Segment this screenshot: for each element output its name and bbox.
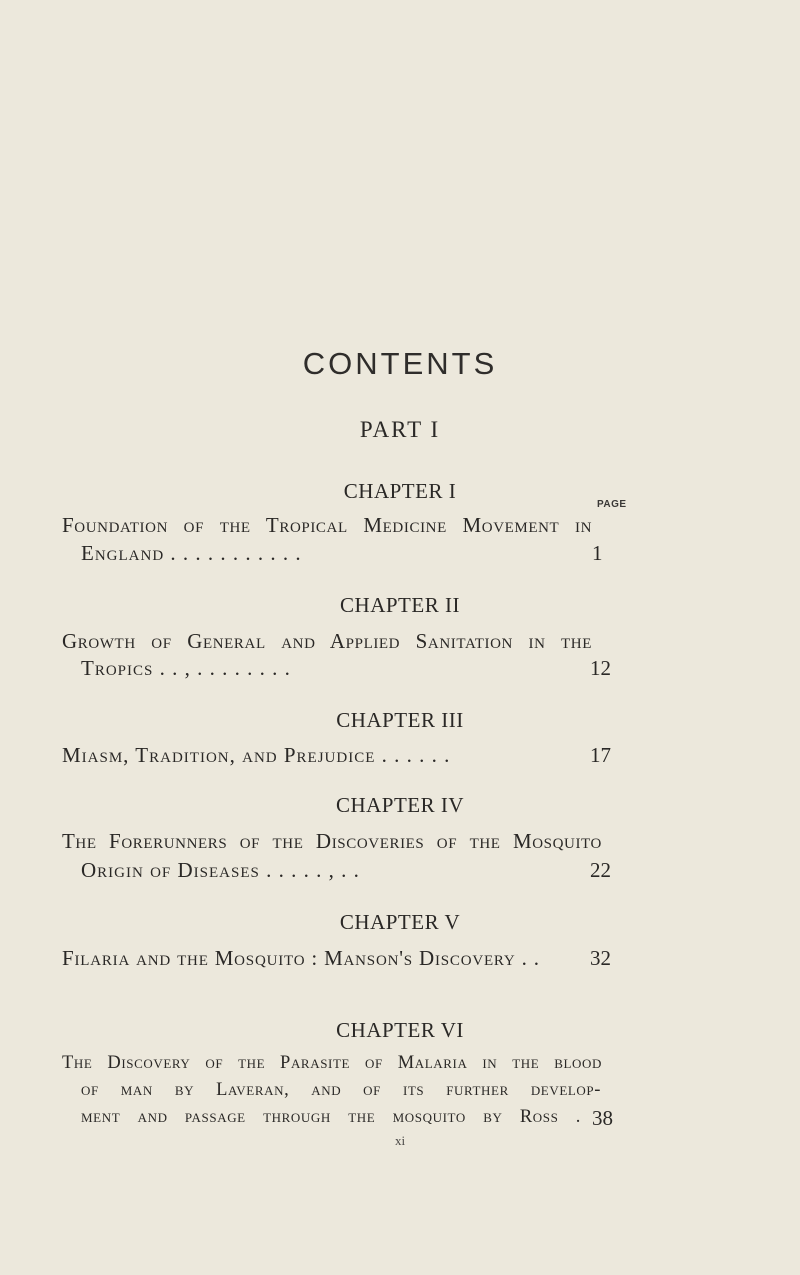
chapter-3-title-line-1: Miasm, Tradition, and Prejudice . . . . . .	[62, 743, 451, 767]
chapter-6-title-line-2: of man by Laveran, and of its further develop-	[81, 1080, 601, 1100]
chapter-3-heading: CHAPTER III	[336, 708, 464, 732]
chapter-4-page: 22	[590, 858, 611, 882]
chapter-6-page: 38	[592, 1106, 613, 1130]
chapter-2-title-line-2: Tropics . . , . . . . . . . .	[81, 656, 291, 680]
chapter-5-heading: CHAPTER V	[339, 910, 461, 934]
chapter-1-heading: CHAPTER I	[343, 479, 457, 503]
chapter-1-page: 1	[592, 541, 603, 565]
chapter-2-page: 12	[590, 656, 611, 680]
chapter-4-title-line-1: The Forerunners of the Discoveries of the Mosquito	[62, 829, 602, 853]
chapter-1-title-line-2: England . . . . . . . . . . .	[81, 541, 302, 565]
page-column-label: PAGE	[597, 499, 627, 510]
chapter-4-heading: CHAPTER IV	[335, 793, 465, 817]
chapter-6-title-line-1: The Discovery of the Parasite of Malaria in the blood	[62, 1053, 602, 1073]
chapter-5-page: 32	[590, 946, 611, 970]
page-folio: xi	[394, 1133, 406, 1148]
chapter-6-heading: CHAPTER VI	[336, 1018, 464, 1042]
chapter-2-title-line-1: Growth of General and Applied Sanitation in the	[62, 629, 592, 653]
part-title: PART I	[359, 417, 441, 442]
chapter-2-heading: CHAPTER II	[340, 593, 460, 617]
contents-title: CONTENTS	[302, 346, 498, 381]
chapter-3-page: 17	[590, 743, 611, 767]
chapter-1-title-line-1: Foundation of the Tropical Medicine Movement in	[62, 513, 592, 537]
chapter-4-title-line-2: Origin of Diseases . . . . . , . .	[81, 858, 360, 882]
chapter-5-title-line-1: Filaria and the Mosquito : Manson's Discovery . .	[62, 946, 540, 970]
chapter-6-title-line-3: ment and passage through the mosquito by Ross .	[81, 1107, 581, 1127]
